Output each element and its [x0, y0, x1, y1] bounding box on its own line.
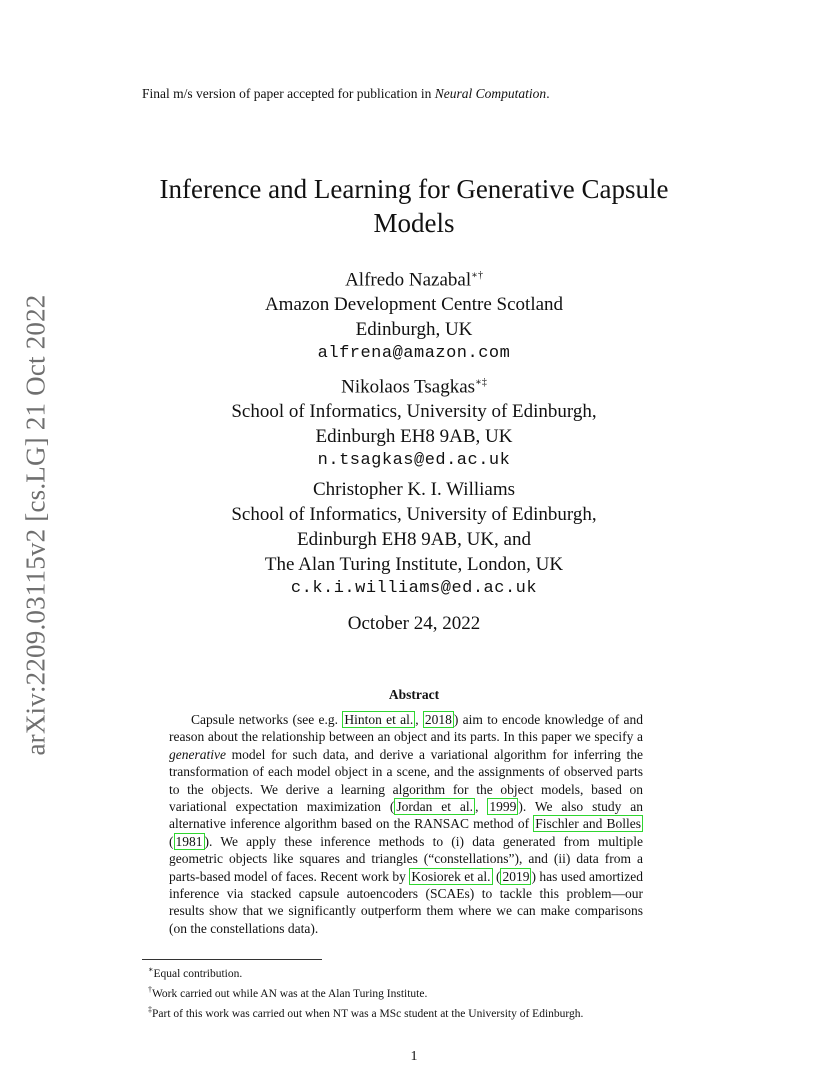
footnote-msc: ‡Part of this work was carried out when NT was a MSc student at the University of Edinburgh. — [148, 1004, 584, 1020]
citation-link[interactable]: Jordan et al. — [396, 799, 474, 815]
affiliation-line: Amazon Development Centre Scotland — [264, 294, 564, 316]
affiliation-line: School of Informatics, University of Edinburgh, — [231, 401, 597, 423]
footnotes — [148, 962, 583, 1021]
affiliation-line: School of Informatics, University of Edinburgh, — [231, 504, 597, 525]
footnote-turing: †Work carried out while AN was at the Alan Turing Institute. — [148, 984, 428, 1000]
abstract-heading: Abstract — [388, 687, 440, 702]
publication-note — [142, 86, 550, 102]
arxiv-identifier: arXiv:2209.03115v2 [cs.LG] 21 Oct 2022 — [20, 294, 51, 756]
author-block-3 — [0, 477, 828, 601]
author-marks: ∗† — [471, 270, 483, 281]
citation-link[interactable]: Kosiorek et al. — [411, 868, 491, 884]
page-number: 1 — [410, 1049, 418, 1064]
author-block-1 — [0, 263, 828, 366]
author-email[interactable]: alfrena@amazon.com — [317, 344, 511, 364]
paper-title — [0, 172, 828, 240]
author-name: Christopher K. I. Williams — [312, 479, 516, 500]
paper-date: October 24, 2022 — [347, 613, 481, 634]
affiliation-line: Edinburgh, UK — [355, 319, 473, 341]
footnote-equal-contribution: ∗Equal contribution. — [148, 965, 243, 980]
affiliation-line: The Alan Turing Institute, London, UK — [264, 554, 564, 575]
author-name: Alfredo Nazabal∗† — [345, 269, 483, 291]
citation-link[interactable]: 1981 — [175, 833, 203, 849]
author-name: Nikolaos Tsagkas∗‡ — [341, 376, 487, 398]
title-line-1: Inference and Learning for Generative Capsule — [159, 174, 669, 204]
publication-note-prefix: Final m/s version of paper accepted for publication in — [142, 86, 435, 101]
abstract-paragraph: Capsule networks (see e.g. Hinton et al. , 2018 ) aim to encode knowledge of and reason about the relationship between an object and its parts. In this paper we specify a generative model for such data, and derive a variational algorithm for inferring the transformation of each model object in a scene, and the assignments of observed parts to the objects. We derive a learning algorithm for the object models, based on variational expectation maximization ( Jordan et al. , 1999 ). We also study an alternative inference algorithm based on the RANSAC method of Fischler and Bolles ( 1981 ). We apply these inference methods to (i) data generated from multiple geometric objects like squares and triangles (“constellations”), and (ii) data from a parts-based model of faces. Recent work by Kosiorek et al. ( 2019 ) has used amortized inference via stacked capsule autoencoders (SCAEs) to tackle this problem—our results show that we significantly outperform them where we can make comparisons (on the constellations data). — [169, 712, 644, 936]
citation-link[interactable]: Fischler and Bolles — [535, 816, 641, 832]
author-block-2 — [0, 370, 828, 473]
journal-name: Neural Computation — [434, 86, 547, 101]
footnote-rule — [142, 959, 322, 960]
citation-link[interactable]: 2018 — [424, 712, 452, 727]
author-email[interactable]: n.tsagkas@ed.ac.uk — [317, 451, 511, 471]
affiliation-line: Edinburgh EH8 9AB, UK — [315, 426, 513, 448]
author-marks: ∗‡ — [475, 377, 487, 388]
author-email[interactable]: c.k.i.williams@ed.ac.uk — [290, 579, 538, 598]
citation-link[interactable]: 1999 — [489, 799, 517, 815]
abstract-body — [169, 711, 643, 937]
title-line-2: Models — [373, 208, 455, 238]
emphasis-text: generative — [169, 746, 226, 762]
citation-link[interactable]: Hinton et al. — [344, 712, 414, 727]
affiliation-line: Edinburgh EH8 9AB, UK, and — [297, 529, 531, 550]
citation-link[interactable]: 2019 — [502, 868, 530, 884]
publication-note-suffix: . — [546, 86, 550, 101]
